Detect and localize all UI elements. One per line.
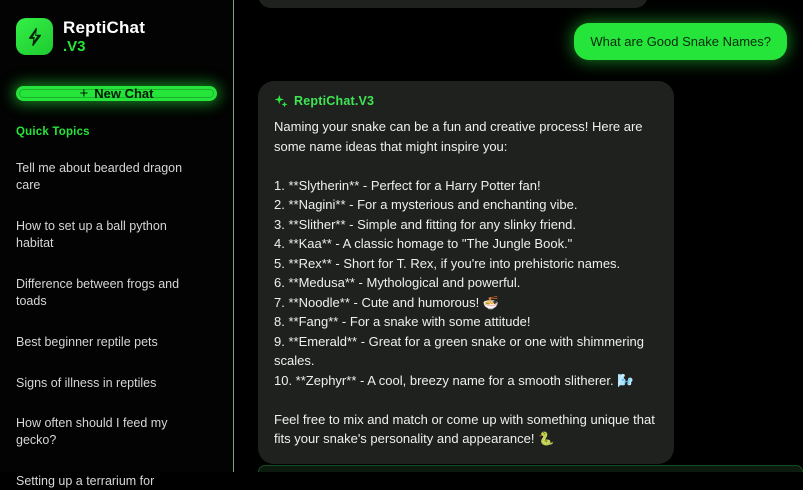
quick-topics-heading: Quick Topics <box>16 126 90 139</box>
bot-message-body <box>274 117 658 449</box>
bot-message-line: 10. **Zephyr** - A cool, breezy name for a smooth slitherer. 🌬️ <box>274 372 634 388</box>
user-message-row <box>258 23 787 60</box>
bot-sender-name: ReptiChat.V3 <box>294 94 375 108</box>
bot-message-line: 9. **Emerald** - Great for a green snake or one with shimmering scales. <box>274 333 648 368</box>
sidebar-topic-item[interactable]: Setting up a terrarium for <box>16 474 155 489</box>
app-version: .V3 <box>63 38 86 56</box>
bot-message-line: 7. **Noodle** - Cute and humorous! 🍜 <box>274 294 500 310</box>
new-chat-button[interactable] <box>16 86 217 101</box>
bot-message-line <box>274 156 658 176</box>
sidebar-topic-item[interactable]: Difference between frogs and toads <box>16 276 180 308</box>
bot-message-line: 1. **Slytherin** - Perfect for a Harry Potter fan! <box>274 177 541 193</box>
sidebar-topic-item[interactable]: Tell me about bearded dragon care <box>16 161 183 193</box>
app-brand <box>16 18 217 56</box>
bot-message-line: Naming your snake can be a fun and creative process! Here are some name ideas that might inspire you: <box>274 119 647 154</box>
lightning-icon <box>25 27 45 47</box>
bot-message-line: 4. **Kaa** - A classic homage to "The Jungle Book." <box>274 236 573 251</box>
bot-message-line: Feel free to mix and match or come up with something unique that fits your snake's personality and appearance! 🐍 <box>274 411 659 446</box>
bot-message-line: 5. **Rex** - Short for T. Rex, if you're into prehistoric names. <box>274 255 621 271</box>
sidebar-topic-item[interactable]: Best beginner reptile pets <box>16 334 158 349</box>
bot-message-line: 2. **Nagini** - For a mysterious and enchanting vibe. <box>274 197 578 212</box>
sidebar-topic-item[interactable]: How often should I feed my gecko? <box>16 416 168 448</box>
app-title: ReptiChat <box>63 18 146 37</box>
bot-message-line: 3. **Slither** - Simple and fitting for any slinky friend. <box>274 216 577 232</box>
user-message-bubble: What are Good Snake Names? <box>574 23 787 60</box>
quick-topics-list <box>16 160 217 490</box>
app-logo <box>16 18 53 55</box>
bot-message-line: 8. **Fang** - For a snake with some attitude! <box>274 314 531 329</box>
sidebar <box>0 0 234 489</box>
sparkles-icon <box>274 94 288 108</box>
new-chat-label: New Chat <box>94 86 154 102</box>
sidebar-topic-item[interactable]: Signs of illness in reptiles <box>16 375 157 390</box>
chat-input-bar[interactable] <box>258 465 803 472</box>
plus-icon: + <box>79 85 89 103</box>
bot-message-bubble <box>258 81 674 464</box>
bot-message-header <box>274 94 658 108</box>
bot-message-line: 6. **Medusa** - Mythological and powerful. <box>274 275 521 290</box>
chat-area <box>234 0 799 472</box>
sidebar-topic-item[interactable]: How to set up a ball python habitat <box>16 219 167 251</box>
previous-message-bubble <box>258 0 648 8</box>
bot-message-line <box>274 390 658 410</box>
